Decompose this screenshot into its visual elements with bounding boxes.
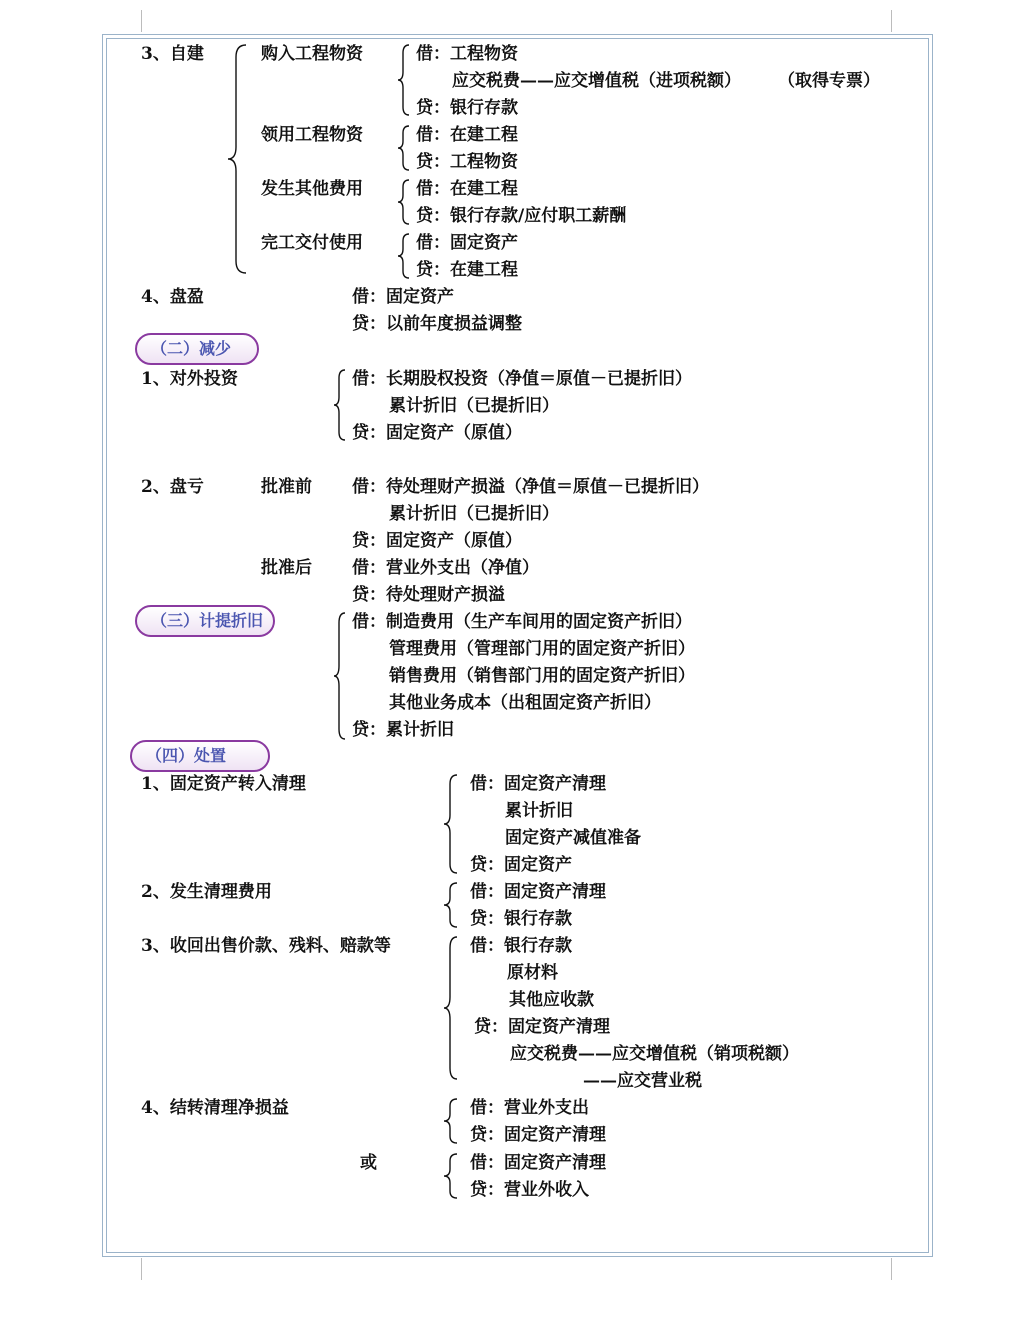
crop-mark xyxy=(891,1258,892,1280)
disposal-step3-debit-2: 原材料 xyxy=(507,963,558,983)
disposal-step4-brace-a xyxy=(442,1097,460,1145)
completion-credit: 贷：在建工程 xyxy=(416,260,518,280)
section-disposal-badge: （四）处置 xyxy=(130,740,270,772)
disposal-step4-heading: 4、结转清理净损益 xyxy=(141,1098,289,1118)
depreciation-brace xyxy=(332,611,348,741)
disposal-step4-or: 或 xyxy=(360,1153,377,1173)
buy-materials-debit: 借：工程物资 xyxy=(416,44,518,64)
disposal-step3-brace xyxy=(442,935,460,1081)
disposal-step4-brace-b xyxy=(442,1152,460,1200)
disposal-step2-credit: 贷：银行存款 xyxy=(470,909,572,929)
buy-materials-debit-2: 应交税费——应交增值税（进项税额） xyxy=(452,71,741,91)
self-build-heading: 3、自建 xyxy=(141,44,204,64)
completion-brace xyxy=(396,232,412,280)
disposal-step3-heading: 3、收回出售价款、残料、赔款等 xyxy=(141,936,391,956)
use-materials-credit: 贷：工程物资 xyxy=(416,152,518,172)
loss-after-debit: 借：营业外支出（净值） xyxy=(352,558,539,578)
depreciation-credit: 贷：累计折旧 xyxy=(352,720,454,740)
outside-invest-debit: 借：长期股权投资（净值＝原值－已提折旧） xyxy=(352,369,692,389)
disposal-step3-debit-3: 其他应收款 xyxy=(509,990,594,1010)
surplus-debit: 借：固定资产 xyxy=(352,287,454,307)
depreciation-debit-3: 销售费用（销售部门用的固定资产折旧） xyxy=(389,666,695,686)
crop-mark xyxy=(891,10,892,32)
outside-invest-credit: 贷：固定资产（原值） xyxy=(352,423,522,443)
use-materials-brace xyxy=(396,124,412,172)
disposal-step1-debit-2: 累计折旧 xyxy=(505,801,573,821)
buy-materials-note: （取得专票） xyxy=(778,71,880,91)
disposal-step4-debit-b: 借：固定资产清理 xyxy=(470,1153,606,1173)
outside-invest-debit-2: 累计折旧（已提折旧） xyxy=(389,396,559,416)
disposal-step3-debit: 借：银行存款 xyxy=(470,936,572,956)
loss-before-credit: 贷：固定资产（原值） xyxy=(352,531,522,551)
outside-invest-heading: 1、对外投资 xyxy=(141,369,238,389)
loss-after-label: 批准后 xyxy=(261,558,312,578)
section-depreciation-badge: （三）计提折旧 xyxy=(135,605,275,637)
other-costs-credit: 贷：银行存款/应付职工薪酬 xyxy=(416,206,627,226)
buy-materials-credit: 贷：银行存款 xyxy=(416,98,518,118)
disposal-step2-brace xyxy=(442,881,460,929)
disposal-step1-debit-3: 固定资产减值准备 xyxy=(505,828,641,848)
loss-after-credit: 贷：待处理财产损溢 xyxy=(352,585,505,605)
outside-invest-brace xyxy=(332,368,348,442)
disposal-step1-debit: 借：固定资产清理 xyxy=(470,774,606,794)
crop-mark xyxy=(141,1258,142,1280)
disposal-step1-heading: 1、固定资产转入清理 xyxy=(141,774,306,794)
completion-label: 完工交付使用 xyxy=(261,233,363,253)
other-costs-label: 发生其他费用 xyxy=(261,179,363,199)
other-costs-brace xyxy=(396,178,412,226)
disposal-step3-credit: 贷：固定资产清理 xyxy=(474,1017,610,1037)
buy-materials-label: 购入工程物资 xyxy=(261,44,363,64)
crop-mark xyxy=(141,10,142,32)
disposal-step2-debit: 借：固定资产清理 xyxy=(470,882,606,902)
disposal-step4-credit: 贷：固定资产清理 xyxy=(470,1125,606,1145)
loss-before-debit: 借：待处理财产损溢（净值＝原值－已提折旧） xyxy=(352,477,709,497)
disposal-step2-heading: 2、发生清理费用 xyxy=(141,882,272,902)
completion-debit: 借：固定资产 xyxy=(416,233,518,253)
disposal-step4-debit: 借：营业外支出 xyxy=(470,1098,589,1118)
depreciation-debit: 借：制造费用（生产车间用的固定资产折旧） xyxy=(352,612,692,632)
disposal-step3-credit-3: ——应交营业税 xyxy=(583,1071,702,1091)
surplus-heading: 4、盘盈 xyxy=(141,287,204,307)
loss-before-label: 批准前 xyxy=(261,477,312,497)
self-build-brace xyxy=(226,43,250,275)
loss-before-debit-2: 累计折旧（已提折旧） xyxy=(389,504,559,524)
disposal-step4-credit-b: 贷：营业外收入 xyxy=(470,1180,589,1200)
buy-materials-brace xyxy=(396,43,412,117)
section-decrease-badge: （二）减少 xyxy=(135,333,259,365)
depreciation-debit-2: 管理费用（管理部门用的固定资产折旧） xyxy=(389,639,695,659)
depreciation-debit-4: 其他业务成本（出租固定资产折旧） xyxy=(389,693,661,713)
use-materials-label: 领用工程物资 xyxy=(261,125,363,145)
disposal-step1-credit: 贷：固定资产 xyxy=(470,855,572,875)
disposal-step1-brace xyxy=(442,773,460,875)
surplus-credit: 贷：以前年度损益调整 xyxy=(352,314,522,334)
other-costs-debit: 借：在建工程 xyxy=(416,179,518,199)
disposal-step3-credit-2: 应交税费——应交增值税（销项税额） xyxy=(510,1044,799,1064)
loss-heading: 2、盘亏 xyxy=(141,477,204,497)
use-materials-debit: 借：在建工程 xyxy=(416,125,518,145)
